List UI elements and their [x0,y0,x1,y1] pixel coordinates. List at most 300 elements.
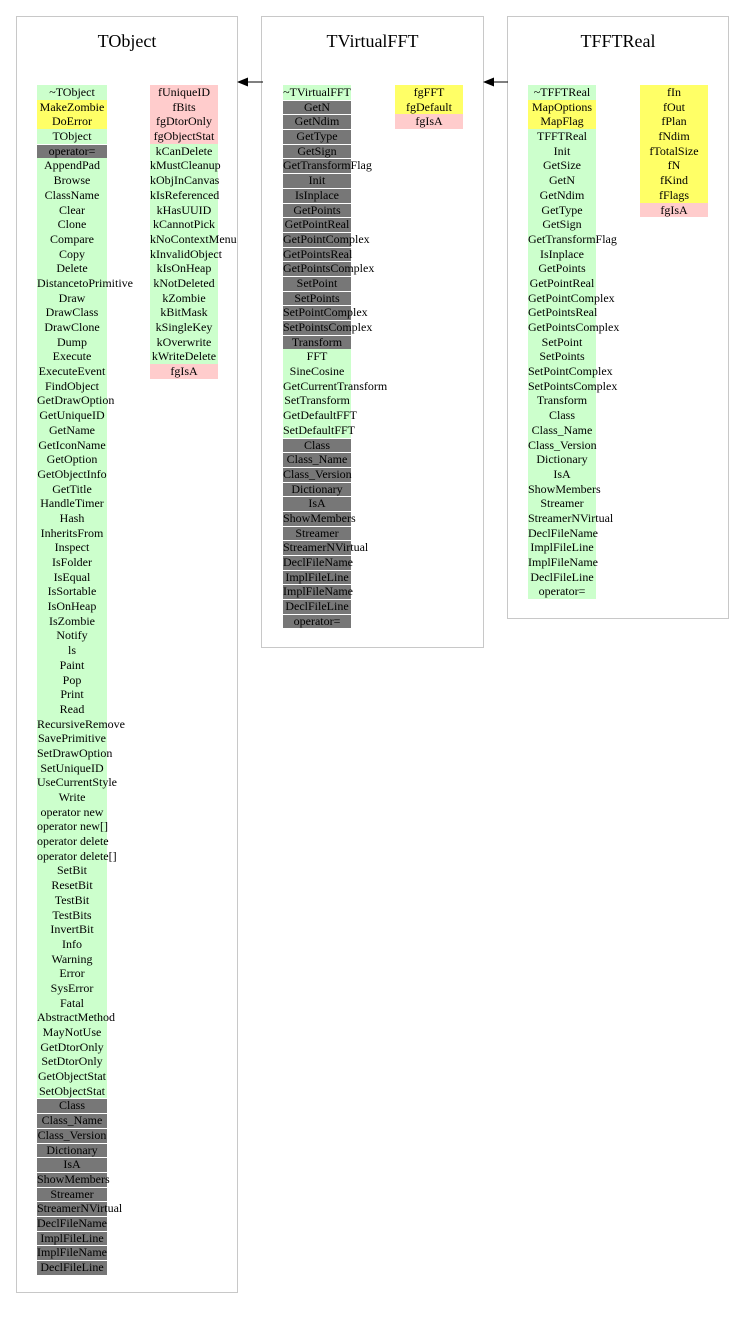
entry-label: SavePrimitive [38,731,106,746]
entry-label: Streamer [540,496,584,511]
entry-label: SetDrawOption [37,745,113,760]
entry-label: MayNotUse [42,1025,102,1039]
member-entry [150,114,218,129]
entry-label: IsFolder [52,555,92,569]
method-entry [37,1231,107,1246]
method-entry [37,1143,107,1158]
method-list [37,85,133,1275]
entry-label: Class [58,1098,85,1113]
method-entry [37,1084,107,1099]
entry-label: ImplFileName [283,584,353,599]
method-entry [283,570,351,585]
member-entry [640,188,708,203]
entry-label: operator delete[] [37,848,117,863]
entry-label: kCannotPick [153,217,215,232]
member-entry [640,85,708,100]
method-entry [528,217,596,232]
method-entry [528,570,596,585]
entry-label: SineCosine [289,364,345,379]
entry-label: Compare [50,231,94,246]
class-box-tfftreal [507,16,729,619]
entry-label: Streamer [50,1186,94,1201]
entry-label: Paint [59,657,85,672]
entry-label: GetN [304,99,330,114]
entry-label: GetNdim [294,114,340,129]
method-entry [528,526,596,541]
method-entry [37,291,107,306]
entry-label: operator new [40,804,104,819]
method-entry [37,85,107,100]
entry-label: GetOption [46,452,98,467]
entry-label: operator= [48,143,96,158]
method-entry [528,510,614,526]
method-entry [528,555,596,570]
method-entry [37,261,107,276]
entry-label: Hash [59,510,85,525]
entry-label: GetPointComplex [283,231,370,246]
entry-label: GetType [541,202,583,217]
method-entry [37,305,107,320]
method-entry [283,114,351,129]
entry-label: Execute [52,349,92,364]
entry-label: AbstractMethod [37,1010,115,1025]
entry-label: SetDefaultFFT [283,422,355,437]
method-entry [37,452,107,467]
entry-label: fTotalSize [649,143,699,158]
method-entry [37,673,107,688]
entry-label: kMustCleanup [150,158,221,173]
entry-label: Init [553,143,571,158]
entry-label: fgObjectStat [153,129,215,144]
entry-label: Copy [58,246,85,261]
member-entry [150,231,237,247]
method-entry [283,158,372,173]
method-entry [37,1157,107,1172]
method-entry [528,584,596,599]
member-entry [150,85,218,100]
entry-label: fOut [663,99,685,114]
method-entry [283,438,351,453]
method-list [528,85,620,599]
entry-label: Transform [536,393,588,408]
entry-label: GetDtorOnly [40,1039,104,1054]
entry-label: Class_Version [37,1127,107,1142]
entry-label: Class [303,437,330,452]
method-entry [528,481,601,497]
entry-label: UseCurrentStyle [37,775,117,790]
entry-label: operator delete [37,834,109,849]
entry-label: operator= [538,584,586,599]
method-entry [37,922,107,937]
entry-label: SetObjectStat [39,1083,105,1098]
entry-label: FindObject [45,378,99,393]
entry-label: GetDrawOption [37,393,115,408]
method-entry [528,188,596,203]
entry-label: DeclFileName [528,525,598,540]
entry-label: GetPoints [293,202,341,217]
method-entry [283,364,351,379]
entry-label: SetPointComplex [283,305,368,320]
entry-label: Draw [58,290,86,305]
entry-label: kNoContextMenu [150,231,237,246]
method-entry [528,393,596,408]
method-entry [283,85,351,100]
entry-label: IsOnHeap [47,599,97,614]
method-entry [37,275,133,291]
entry-label: StreamerNVirtual [528,510,614,525]
entry-label: kWriteDelete [151,349,217,364]
entry-label: ImplFileLine [530,540,594,555]
class-title: TFFTReal [580,31,656,51]
method-entry [37,966,107,981]
entry-label: GetSign [542,217,582,232]
method-entry [283,584,351,599]
method-entry [283,452,351,467]
method-entry [37,496,107,511]
entry-label: GetPointsComplex [283,261,375,276]
method-entry [528,276,596,291]
member-entry [150,320,218,335]
method-entry [37,1216,107,1231]
method-entry [37,775,117,790]
method-entry [283,540,369,555]
method-entry [528,85,596,100]
method-entry [283,261,375,276]
member-entry [640,114,708,129]
entry-label: IsA [308,496,326,511]
member-entry [395,100,463,115]
method-entry [283,408,357,423]
member-list [640,85,708,217]
member-list [150,85,237,379]
method-entry [283,482,351,497]
method-entry [37,1113,107,1128]
method-entry [37,320,107,335]
entry-label: ImplFileLine [40,1230,104,1245]
method-entry [37,584,107,599]
method-entry [528,305,596,320]
entry-label: GetTransformFlag [283,158,372,173]
member-entry [150,203,218,218]
member-entry [150,246,222,262]
entry-label: kBitMask [160,305,208,320]
entry-label: Class [548,408,575,423]
method-entry [283,378,388,394]
class-box-tvirtualfft [261,16,484,648]
method-entry [37,1040,107,1055]
method-entry [37,790,107,805]
entry-label: GetPointReal [529,275,595,290]
method-entry [37,1098,107,1113]
entry-label: InheritsFrom [40,525,104,540]
member-entry [150,305,218,320]
entry-label: ResetBit [51,878,93,893]
method-entry [528,349,596,364]
method-entry [37,996,107,1011]
entry-label: TestBit [54,892,90,907]
entry-label: SetPointsComplex [283,320,373,334]
entry-label: GetPointReal [284,217,350,232]
entry-label: Class_Version [528,437,597,452]
entry-label: ImplFileName [528,555,598,569]
entry-label: GetPointComplex [528,290,615,305]
class-title: TObject [97,31,157,51]
entry-label: DeclFileLine [530,569,594,584]
entry-label: ls [67,643,76,658]
entry-label: Notify [56,628,88,643]
method-entry [528,320,620,335]
entry-label: Pop [62,672,82,687]
entry-label: fgDefault [406,99,452,114]
entry-label: Delete [56,261,88,276]
entry-label: SetBit [56,863,87,878]
member-entry [640,158,708,173]
method-entry [37,981,107,996]
entry-label: GetName [49,422,95,437]
entry-label: fgIsA [660,202,688,217]
entry-label: TestBits [52,907,92,922]
entry-label: fgIsA [415,114,443,129]
entry-label: DeclFileLine [40,1260,104,1274]
method-entry [37,1201,123,1216]
member-entry [640,100,708,115]
entry-label: Dictionary [46,1142,98,1157]
method-entry [37,805,107,820]
member-list [395,85,463,129]
entry-label: GetNdim [539,187,585,202]
method-entry [37,217,107,232]
entry-label: GetPoints [538,261,586,276]
method-entry [528,173,596,188]
entry-label: fgFFT [413,85,445,99]
entry-label: GetTitle [52,481,92,496]
method-entry [37,173,107,188]
entry-label: Init [308,173,326,188]
entry-label: GetDefaultFFT [283,408,357,423]
method-entry [528,158,596,173]
entry-label: ImplFileLine [285,569,349,584]
entry-label: GetSign [297,143,337,158]
method-entry [37,863,107,878]
entry-label: kOverwrite [156,334,212,349]
method-entry [283,231,370,247]
method-entry [37,834,107,849]
method-entry [37,1245,107,1260]
method-entry [528,144,596,159]
method-entry [37,745,113,761]
entry-label: ImplFileName [37,1245,107,1260]
entry-label: SetPoints [539,349,585,364]
method-entry [283,599,351,614]
entry-label: IsSortable [47,584,97,599]
entry-label: ~TVirtualFFT [283,85,351,99]
method-entry [528,540,596,555]
method-entry [283,276,351,291]
method-entry [37,335,107,350]
entry-label: Class_Version [283,466,352,481]
method-entry [37,1010,115,1025]
method-entry [37,687,107,702]
entry-label: ShowMembers [528,481,601,496]
entry-label: kHasUUID [156,202,212,217]
method-entry [528,408,596,423]
member-entry [150,276,218,291]
method-entry [37,203,107,218]
entry-label: fgIsA [170,364,198,379]
entry-label: IsA [553,466,571,481]
entry-label: IsA [63,1157,81,1172]
entry-label: SetPointsComplex [528,378,618,393]
method-entry [37,731,107,746]
method-entry [528,247,596,262]
entry-label: FFT [306,349,328,364]
method-entry [37,438,107,453]
entry-label: GetUniqueID [39,408,105,423]
method-entry [528,261,596,276]
method-entry [37,848,117,864]
member-entry [150,217,218,232]
method-list [283,85,388,628]
entry-label: Fatal [60,995,84,1010]
member-entry [640,203,708,218]
member-entry [150,173,218,188]
entry-label: kIsReferenced [150,187,220,202]
entry-label: IsZombie [49,613,95,628]
entry-label: DeclFileLine [285,599,349,614]
member-entry [150,188,218,203]
method-entry [528,423,596,438]
member-entry [150,129,218,144]
entry-label: ShowMembers [283,510,356,525]
entry-label: kNotDeleted [153,275,215,290]
method-entry [37,144,107,159]
method-entry [37,1054,107,1069]
method-entry [37,100,107,115]
entry-label: IsInplace [540,246,584,261]
method-entry [528,496,596,511]
method-entry [283,320,373,335]
method-entry [283,555,351,570]
method-entry [283,291,351,306]
method-entry [37,129,107,144]
entry-label: DistancetoPrimitive [37,275,133,290]
method-entry [37,247,107,262]
entry-label: GetSize [543,158,581,173]
method-entry [528,114,596,129]
method-entry [37,893,107,908]
entry-label: IsInplace [295,187,339,202]
member-entry [150,144,218,159]
entry-label: Class_Name [531,422,593,437]
entry-label: kInvalidObject [150,246,222,261]
entry-label: ShowMembers [37,1171,110,1186]
member-entry [395,85,463,100]
entry-label: Transform [291,334,343,349]
member-entry [640,129,708,144]
entry-label: AppendPad [44,158,100,173]
entry-label: SetPoint [541,334,583,349]
entry-label: Clone [57,217,87,232]
method-entry [37,188,107,203]
member-entry [150,335,218,350]
entry-label: DeclFileName [37,1215,107,1230]
entry-label: GetObjectInfo [37,466,107,481]
entry-label: fNdim [658,129,690,144]
method-entry [37,540,107,555]
method-entry [37,658,107,673]
entry-label: Print [60,687,84,702]
method-entry [528,129,596,144]
method-entry [37,819,107,834]
method-entry [283,614,351,629]
method-entry [528,100,596,115]
entry-label: Read [59,701,85,716]
method-entry [37,702,107,717]
entry-label: ClassName [44,187,100,202]
method-entry [528,438,596,453]
method-entry [37,599,107,614]
entry-label: DrawClass [45,305,99,320]
entry-label: SetPoints [294,290,340,305]
entry-label: ~TFFTReal [533,85,591,99]
method-entry [37,716,125,732]
entry-label: GetIconName [38,437,106,452]
entry-label: DrawClone [44,320,100,334]
method-entry [37,952,107,967]
method-entry [37,114,107,129]
entry-label: Write [58,790,86,804]
method-entry [283,422,355,438]
entry-label: kZombie [162,290,206,305]
entry-label: TObject [52,129,92,144]
entry-label: GetCurrentTransform [283,378,388,393]
method-entry [37,511,107,526]
method-entry [283,526,351,541]
method-entry [283,129,351,144]
method-entry [528,335,596,350]
method-entry [37,1025,107,1040]
member-entry [150,364,218,379]
entry-label: GetTransformFlag [528,231,617,246]
entry-label: Clear [59,202,85,217]
entry-label: Info [62,936,82,951]
entry-label: DeclFileName [283,555,353,569]
method-entry [37,467,107,482]
entry-label: Streamer [295,525,339,540]
method-entry [37,158,107,173]
entry-label: fN [667,158,681,173]
method-entry [528,452,596,467]
method-entry [37,364,107,379]
entry-label: Inspect [54,540,90,555]
method-entry [37,628,107,643]
class-title: TVirtualFFT [326,31,419,51]
method-entry [283,188,351,203]
method-entry [37,232,107,247]
entry-label: MakeZombie [39,99,105,114]
inheritance-arrow-tvirtualfft-to-tobject [236,76,264,88]
method-entry [283,144,351,159]
entry-label: SetTransform [284,393,350,408]
method-entry [528,378,618,394]
entry-label: IsEqual [53,569,91,584]
entry-label: TFFTReal [537,129,587,144]
method-entry [37,1128,107,1143]
entry-label: fFlags [659,187,689,202]
method-entry [283,173,351,188]
method-entry [528,231,617,247]
entry-label: kObjInCanvas [150,173,220,188]
